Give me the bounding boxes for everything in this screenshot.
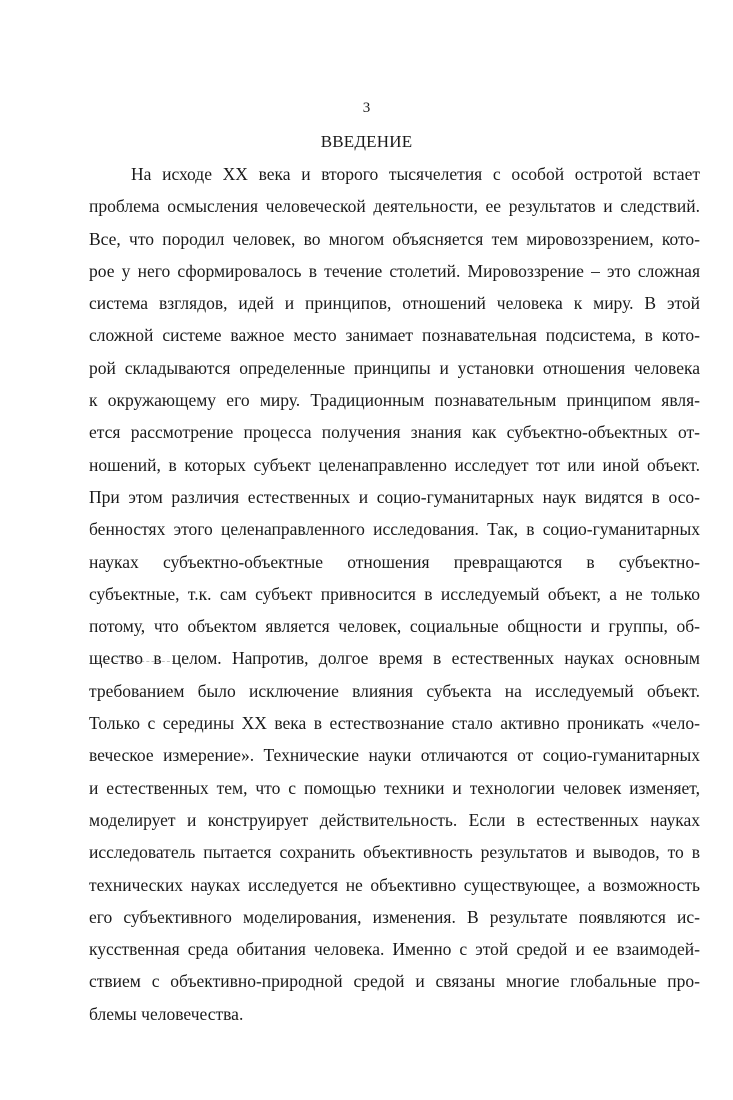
text-line: к окружающему его миру. Традиционным познавательным принципом явля- bbox=[89, 390, 700, 411]
text-line: потому, что объектом является человек, социальные общности и группы, об- bbox=[89, 616, 700, 637]
text-line: На исходе XX века и второго тысячелетия с особой остротой встает bbox=[131, 164, 700, 184]
text-line: При этом различия естественных и социо-гуманитарных наук видятся в осо- bbox=[89, 486, 700, 507]
text-line: исследователь пытается сохранить объективность результатов и выводов, то в bbox=[89, 842, 700, 863]
text-line: субъектные, т.к. сам субъект привносится в исследуемый объект, а не только bbox=[89, 583, 700, 604]
text-line: моделирует и конструирует действительность. Если в естественных науках bbox=[89, 809, 700, 830]
text-line: его субъективного моделирования, изменения. В результате появляются ис- bbox=[89, 906, 700, 927]
text-line: технических науках исследуется не объективно существующее, а возможность bbox=[89, 874, 700, 895]
text-line: блемы человечества. bbox=[89, 1003, 244, 1024]
text-line: ношений, в которых субъект целенаправленно исследует тот или иной объект. bbox=[89, 454, 700, 475]
page-number: 3 bbox=[362, 100, 371, 116]
text-line: рой складываются определенные принципы и установки отношения человека bbox=[89, 357, 700, 378]
text-line: бенностях этого целенаправленного исследования. Так, в социо-гуманитарных bbox=[89, 519, 700, 540]
text-line: проблема осмысления человеческой деятельности, ее результатов и следствий. bbox=[89, 196, 700, 217]
text-line: щество в целом. Напротив, долгое время в естественных науках основным bbox=[89, 648, 700, 669]
text-line: рое у него сформировалось в течение столетий. Мировоззрение – это сложная bbox=[89, 260, 700, 281]
text-line: и естественных тем, что с помощью техники и технологии человек изменяет, bbox=[89, 777, 700, 798]
text-line: ствием с объективно-природной средой и связаны многие глобальные про- bbox=[89, 971, 700, 992]
text-line: кусственная среда обитания человека. Именно с этой средой и ее взаимодей- bbox=[89, 939, 700, 960]
section-heading: ВВЕДЕНИЕ bbox=[320, 132, 413, 151]
text-line: требованием было исключение влияния субъекта на исследуемый объект. bbox=[89, 680, 700, 701]
text-line: Все, что породил человек, во многом объясняется тем мировоззрением, кото- bbox=[89, 228, 700, 249]
text-line: науках субъектно-объектные отношения превращаются в субъектно- bbox=[89, 551, 700, 572]
body-text bbox=[89, 158, 700, 1030]
text-line: веческое измерение». Технические науки отличаются от социо-гуманитарных bbox=[89, 745, 700, 766]
text-line: ется рассмотрение процесса получения знания как субъектно-объектных от- bbox=[89, 422, 700, 443]
text-line: система взглядов, идей и принципов, отношений человека к миру. В этой bbox=[89, 293, 700, 314]
text-line: Только с середины XX века в естествознание стало активно проникать «чело- bbox=[89, 713, 700, 734]
text-line: сложной системе важное место занимает познавательная подсистема, в кото- bbox=[89, 325, 700, 346]
